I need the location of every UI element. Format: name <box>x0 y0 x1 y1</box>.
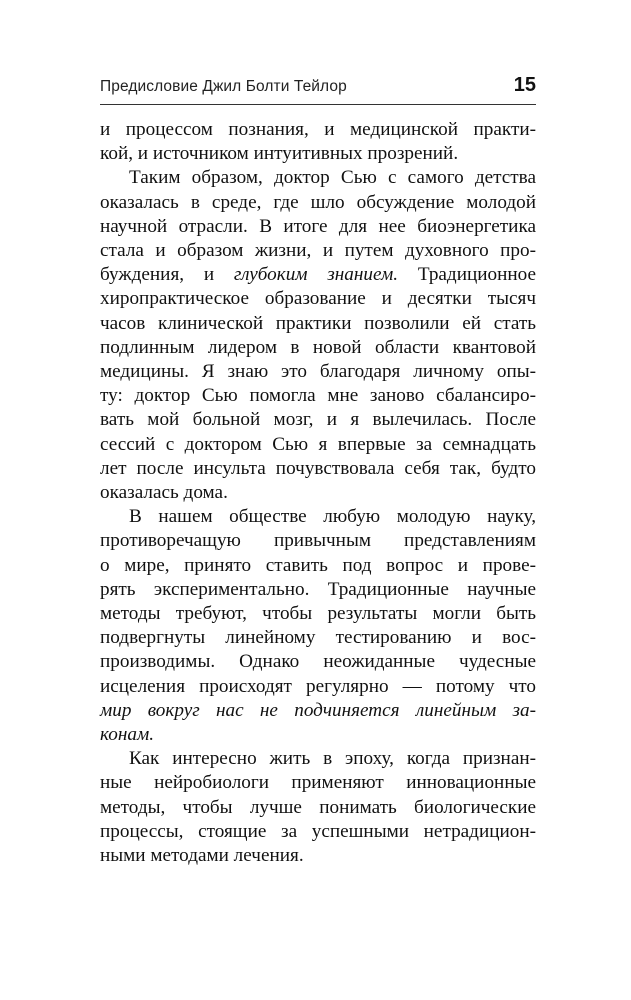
text-segment: В нашем обществе любую молодую науку, <box>129 506 536 528</box>
text-segment: подвергнуты линейному тестированию и вос- <box>100 627 536 649</box>
paragraph <box>100 747 536 868</box>
text-segment: ные нейробиологи применяют инновационные <box>100 772 536 794</box>
text-segment: методы требуют, чтобы результаты могли быть <box>100 603 536 625</box>
running-title: Предисловие Джил Болти Тейлор <box>100 78 347 95</box>
text-segment: процессы, стоящие за успешными нетрадицион- <box>100 820 536 842</box>
body-text <box>100 118 536 868</box>
text-line <box>100 263 536 287</box>
paragraph <box>100 118 536 166</box>
text-line <box>100 166 536 190</box>
text-line <box>100 771 536 795</box>
text-segment: методы, чтобы лучше понимать биологические <box>100 796 536 818</box>
page-header <box>100 74 536 100</box>
text-line <box>100 723 536 747</box>
text-segment: подлинным лидером в новой области квантовой <box>100 336 536 358</box>
text-line <box>100 844 536 868</box>
text-segment: исцеления происходят регулярно — потому что <box>100 675 536 697</box>
text-line <box>100 796 536 820</box>
text-line <box>100 505 536 529</box>
text-segment: часов клинической практики позволили ей стать <box>100 312 536 334</box>
text-line <box>100 287 536 311</box>
text-line <box>100 118 536 142</box>
text-segment: сессий с доктором Сью я впервые за семнадцать <box>100 433 536 455</box>
text-line <box>100 191 536 215</box>
text-line <box>100 675 536 699</box>
text-line <box>100 529 536 553</box>
italic-text: мир вокруг нас не подчиняется линейным за- <box>100 699 536 721</box>
text-line <box>100 650 536 674</box>
text-segment: Традиционное <box>398 264 536 286</box>
text-line <box>100 554 536 578</box>
text-line <box>100 481 536 505</box>
text-line <box>100 215 536 239</box>
text-segment: и процессом познания, и медицинской практи- <box>100 119 536 140</box>
page-number: 15 <box>513 74 536 96</box>
text-line <box>100 626 536 650</box>
paragraph <box>100 166 536 505</box>
text-line <box>100 312 536 336</box>
text-segment: медицины. Я знаю это благодаря личному опы- <box>100 361 536 383</box>
header-divider <box>100 104 536 105</box>
text-line <box>100 602 536 626</box>
text-line <box>100 820 536 844</box>
text-line <box>100 384 536 408</box>
text-line <box>100 578 536 602</box>
text-segment: Как интересно жить в эпоху, когда признан- <box>129 748 536 770</box>
text-segment: оказалась в среде, где шло обсуждение молодой <box>100 191 536 213</box>
text-segment: вать мой больной мозг, и я вылечилась. После <box>100 409 536 431</box>
text-line <box>100 457 536 481</box>
text-line <box>100 239 536 263</box>
text-segment: рять экспериментально. Традиционные научные <box>100 578 536 600</box>
text-segment: кой, и источником интуитивных прозрений. <box>100 143 459 165</box>
text-segment: научной отрасли. В итоге для нее биоэнергетика <box>100 215 536 237</box>
italic-text: конам. <box>100 724 154 746</box>
text-segment: Таким образом, доктор Сью с самого детства <box>129 167 536 189</box>
text-segment: противоречащую привычным представлениям <box>100 530 536 552</box>
text-segment: о мире, принято ставить под вопрос и прове- <box>100 554 536 576</box>
italic-text: глубоким знанием. <box>233 264 399 286</box>
text-line <box>100 408 536 432</box>
text-segment: хиропрактическое образование и десятки тысяч <box>100 288 536 310</box>
text-segment: буждения, и <box>100 264 234 286</box>
text-line <box>100 747 536 771</box>
text-segment: лет после инсульта почувствовала себя так, будто <box>100 457 536 479</box>
text-segment: ту: доктор Сью помогла мне заново сбалансиро- <box>100 385 536 407</box>
text-segment: ными методами лечения. <box>100 845 304 867</box>
text-segment: производимы. Однако неожиданные чудесные <box>100 651 536 673</box>
text-line <box>100 360 536 384</box>
text-line <box>100 699 536 723</box>
paragraph <box>100 505 536 747</box>
text-segment: оказалась дома. <box>100 482 228 504</box>
text-line <box>100 336 536 360</box>
text-segment: стала и образом жизни, и путем духовного про- <box>100 240 536 262</box>
text-line <box>100 433 536 457</box>
text-line <box>100 142 536 166</box>
